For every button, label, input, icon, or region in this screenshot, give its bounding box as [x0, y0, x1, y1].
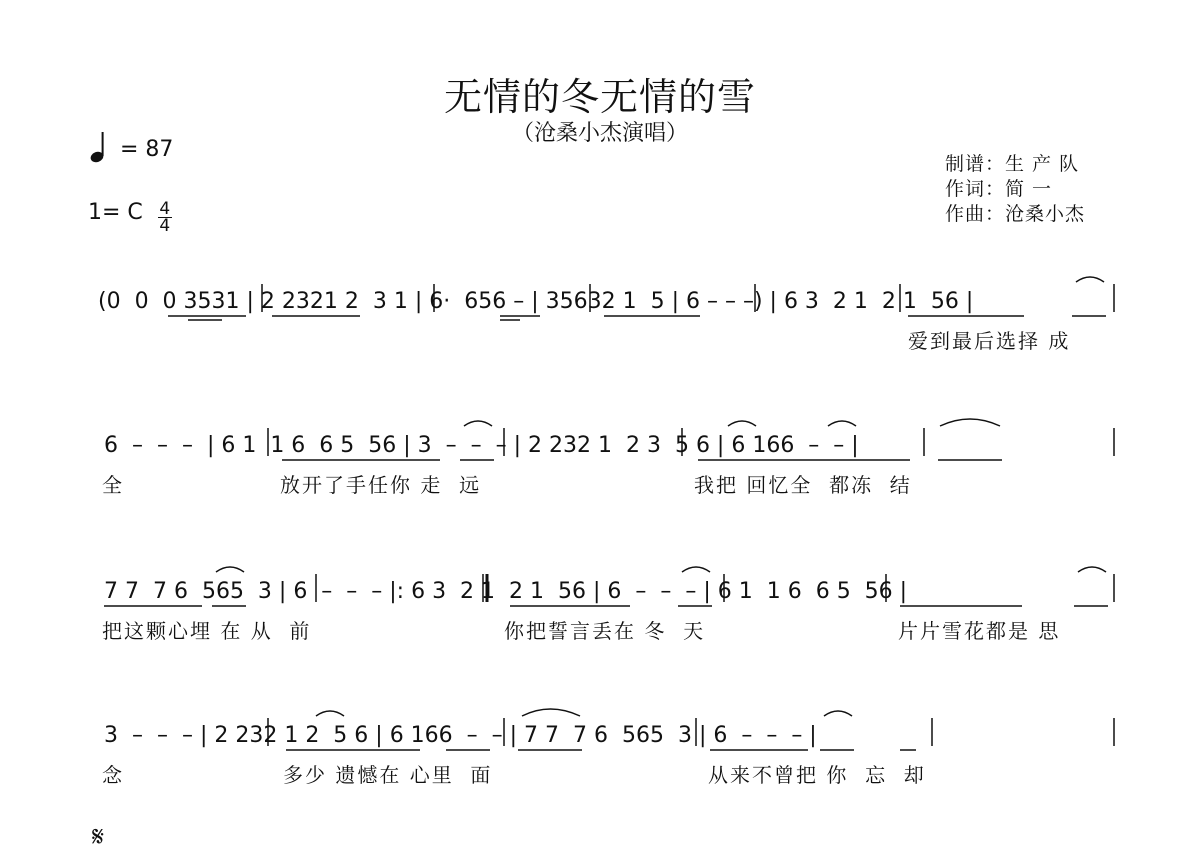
lyric-line-1: 爱到最后选择 成 — [908, 329, 1071, 353]
lyric-line-3b: 你把誓言丢在 冬 天 — [504, 619, 706, 643]
lyric-line-4c: 从来不曾把 你 忘 却 — [708, 763, 926, 787]
lyric-line-3c: 片片雪花都是 思 — [898, 619, 1061, 643]
credit-music: 作曲：沧桑小杰 — [945, 203, 1086, 225]
score-line-3: 7 7 7 6 565 3 | 6 – – – |: 6 3 2 1 2 1 56 | 6 – – – | 6 1 1 6 6 5 56 | — [104, 579, 908, 604]
lyric-line-2b: 放开了手任你 走 远 — [280, 473, 482, 497]
lyric-line-2c: 我把 回忆全 都冻 结 — [694, 473, 912, 497]
key-label: 1= C — [88, 200, 143, 225]
time-bottom: 4 — [159, 216, 171, 236]
time-top: 4 — [159, 199, 171, 219]
segno-sign: 𝄋 — [92, 820, 105, 853]
bar-lines — [262, 284, 1114, 746]
song-title: 无情的冬无情的雪 — [443, 75, 756, 119]
lyric-line-4b: 多少 遗憾在 心里 面 — [283, 763, 493, 787]
score-line-1: (0 0 0 3531 | 2 2321 2 3 1 | 6· 656 – | 35632 1 5 | 6 – – –) | 6 3 2 1 2 1 56 | — [98, 289, 974, 314]
song-subtitle: （沧桑小杰演唱） — [511, 121, 688, 146]
credit-lyrics: 作词：简 一 — [945, 178, 1053, 200]
tempo-value: = 87 — [120, 137, 174, 162]
credit-notation: 制谱：生 产 队 — [945, 153, 1080, 175]
score-line-4: 3 – – – | 2 232 1 2 5 6 | 6 166 – – | 7 7 7 6 565 3 | 6 – – – | — [104, 723, 817, 748]
lyric-line-4a: 念 — [102, 763, 124, 787]
lyric-line-2a: 全 — [102, 473, 124, 497]
lyric-line-3a: 把这颗心埋 在 从 前 — [102, 619, 312, 643]
score-line-2: 6 – – – | 6 1 1 6 6 5 56 | 3 – – – | 2 232 1 2 3 5 6 | 6 166 – – | — [104, 433, 859, 458]
